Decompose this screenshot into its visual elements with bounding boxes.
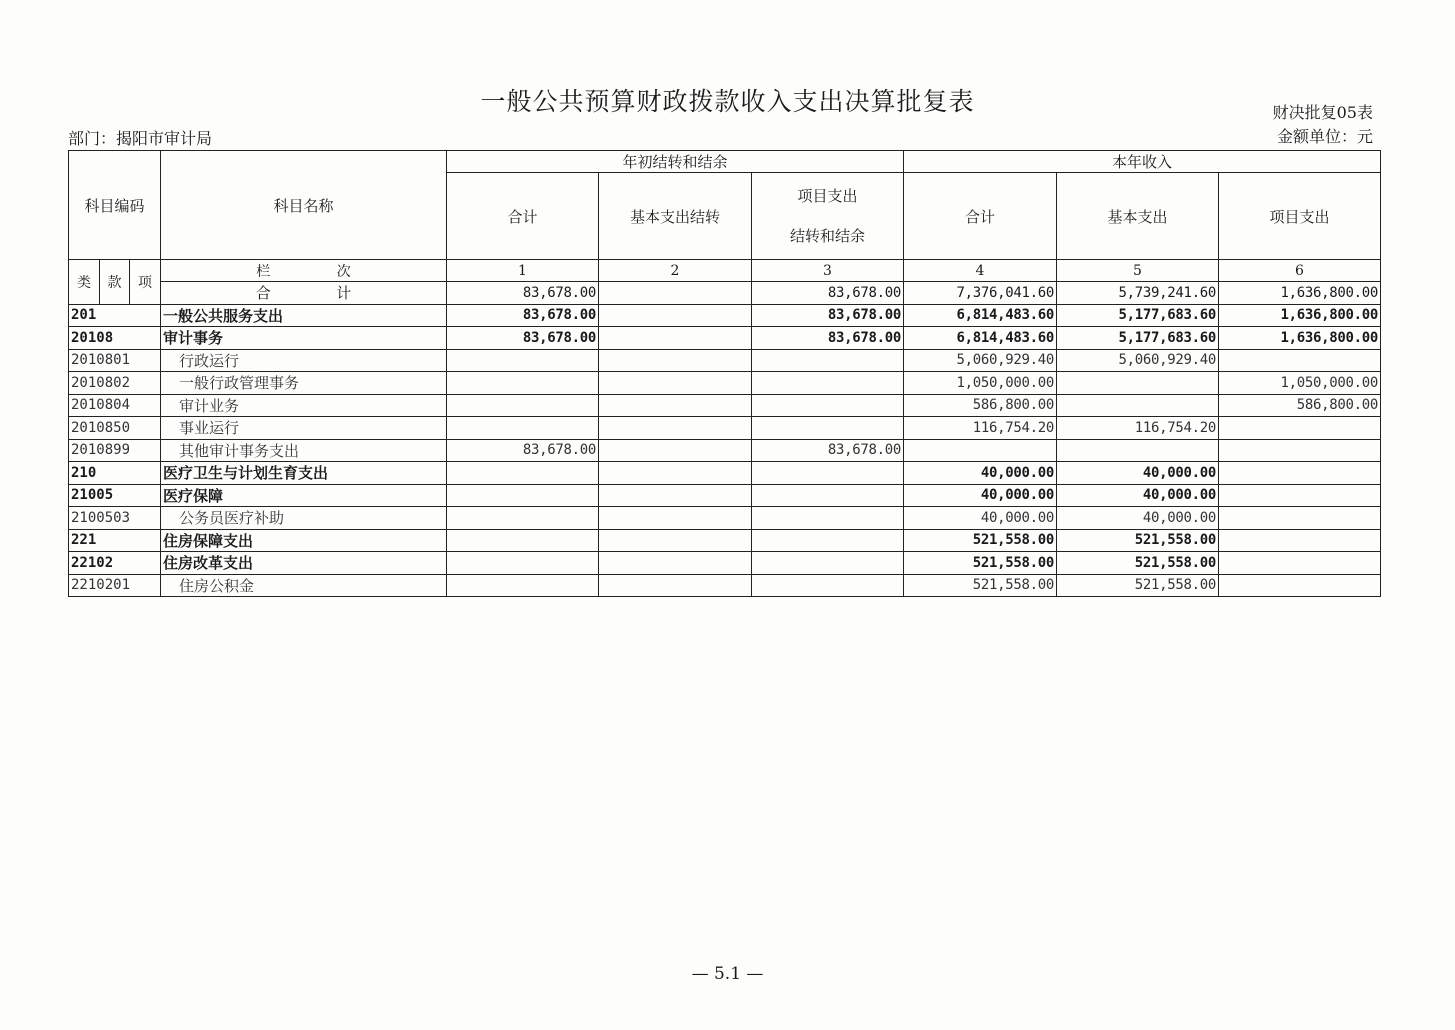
row-code: 2010850 [69,417,161,440]
row-value [752,372,904,395]
row-value [1219,507,1381,530]
row-code: 2010804 [69,394,161,417]
heji-b: 计 [336,284,352,303]
row-code: 201 [69,304,161,327]
row-value [752,417,904,440]
row-value [447,574,599,597]
row-value: 83,678.00 [447,327,599,350]
row-value: 40,000.00 [904,484,1057,507]
row-value [599,529,752,552]
col-number: 2 [599,260,752,282]
total-cell: 1,636,800.00 [1219,282,1381,305]
row-value [1057,439,1219,462]
table-row [69,394,1381,417]
header-project: 项目支出 [1219,173,1381,260]
row-code: 210 [69,462,161,485]
row-value [1219,417,1381,440]
row-value [447,349,599,372]
row-code: 21005 [69,484,161,507]
row-value [752,552,904,575]
row-value [752,507,904,530]
row-value [599,552,752,575]
row-value [1219,484,1381,507]
row-value [1219,529,1381,552]
row-name: 审计业务 [161,394,447,417]
row-value: 5,060,929.40 [904,349,1057,372]
header-project-carry-line2: 结转和结余 [789,227,865,245]
row-value [447,507,599,530]
row-value: 1,636,800.00 [1219,304,1381,327]
row-value [447,417,599,440]
row-name: 审计事务 [161,327,447,350]
col-number: 6 [1219,260,1381,282]
header-lei: 类 [69,260,100,305]
row-value: 1,050,000.00 [1219,372,1381,395]
row-value: 40,000.00 [904,507,1057,530]
row-value [599,484,752,507]
row-value [599,349,752,372]
row-value [599,507,752,530]
row-name: 医疗保障 [161,484,447,507]
row-value: 83,678.00 [447,439,599,462]
row-code: 221 [69,529,161,552]
row-value [752,529,904,552]
table-row [69,417,1381,440]
row-name: 一般公共服务支出 [161,304,447,327]
table-row [69,439,1381,462]
row-value: 40,000.00 [1057,484,1219,507]
header-total-1: 合计 [447,173,599,260]
row-value: 521,558.00 [904,529,1057,552]
row-name: 医疗卫生与计划生育支出 [161,462,447,485]
row-value: 586,800.00 [1219,394,1381,417]
row-value: 521,558.00 [1057,574,1219,597]
row-code: 22102 [69,552,161,575]
row-value [1219,552,1381,575]
row-value: 83,678.00 [752,327,904,350]
table-row [69,574,1381,597]
row-code: 20108 [69,327,161,350]
table-row [69,484,1381,507]
header-name: 科目名称 [161,151,447,260]
row-value: 1,636,800.00 [1219,327,1381,350]
header-xiang: 项 [130,260,161,305]
row-value: 83,678.00 [752,439,904,462]
row-name: 其他审计事务支出 [161,439,447,462]
col-number: 3 [752,260,904,282]
table-row [69,552,1381,575]
total-cell: 7,376,041.60 [904,282,1057,305]
page-number: — 5.1 — [691,964,764,984]
table-row [69,372,1381,395]
row-code: 2010899 [69,439,161,462]
budget-table [68,150,1381,597]
header-group-income: 本年收入 [904,151,1381,173]
row-code: 2210201 [69,574,161,597]
row-value: 5,060,929.40 [1057,349,1219,372]
row-value [599,439,752,462]
row-value: 521,558.00 [904,574,1057,597]
lanci-b: 次 [336,263,351,280]
row-value: 6,814,483.60 [904,304,1057,327]
row-value: 521,558.00 [1057,552,1219,575]
row-name: 住房公积金 [161,574,447,597]
table-row [69,349,1381,372]
row-value [599,417,752,440]
row-value [447,462,599,485]
row-value [599,372,752,395]
row-value [752,574,904,597]
table-row [69,507,1381,530]
page-title: 一般公共预算财政拨款收入支出决算批复表 [480,87,975,116]
row-value [599,304,752,327]
col-number: 1 [447,260,599,282]
col-number: 4 [904,260,1057,282]
row-value: 5,177,683.60 [1057,304,1219,327]
row-value [599,462,752,485]
row-value [1219,574,1381,597]
row-value: 83,678.00 [447,304,599,327]
row-value: 40,000.00 [1057,462,1219,485]
row-value [1057,394,1219,417]
row-value: 521,558.00 [904,552,1057,575]
row-value: 40,000.00 [904,462,1057,485]
row-value [447,484,599,507]
header-project-carry [752,173,904,260]
table-row [69,529,1381,552]
row-value [1219,439,1381,462]
total-cell [599,282,752,305]
row-value [599,574,752,597]
row-value: 83,678.00 [752,304,904,327]
department-label: 部门：揭阳市审计局 [68,129,213,148]
amount-unit: 金额单位：元 [1276,127,1373,146]
row-value: 5,177,683.60 [1057,327,1219,350]
row-value [447,552,599,575]
row-value [1219,462,1381,485]
col-number: 5 [1057,260,1219,282]
table-row [69,462,1381,485]
row-value: 40,000.00 [1057,507,1219,530]
row-value [447,372,599,395]
row-value [1057,372,1219,395]
row-value [752,349,904,372]
row-value: 1,050,000.00 [904,372,1057,395]
row-value [599,394,752,417]
header-project-carry-line1: 项目支出 [797,187,858,205]
heji-a: 合 [255,284,271,303]
header-lanci [161,260,447,282]
row-value [447,394,599,417]
row-name: 行政运行 [161,349,447,372]
lanci-a: 栏 [256,263,271,280]
row-value: 521,558.00 [1057,529,1219,552]
row-value: 6,814,483.60 [904,327,1057,350]
row-value [904,439,1057,462]
header-kuan: 款 [100,260,130,305]
row-name: 一般行政管理事务 [161,372,447,395]
row-code: 2100503 [69,507,161,530]
row-value [447,529,599,552]
row-value [752,394,904,417]
row-name: 住房改革支出 [161,552,447,575]
total-cell: 83,678.00 [752,282,904,305]
row-value: 116,754.20 [1057,417,1219,440]
row-value [752,484,904,507]
total-cell: 5,739,241.60 [1057,282,1219,305]
table-row [69,304,1381,327]
row-value [752,462,904,485]
total-label [161,282,447,305]
row-value [599,327,752,350]
row-name: 公务员医疗补助 [161,507,447,530]
total-cell: 83,678.00 [447,282,599,305]
row-value: 586,800.00 [904,394,1057,417]
header-basic-carry: 基本支出结转 [599,173,752,260]
row-code: 2010801 [69,349,161,372]
row-value [1219,349,1381,372]
row-name: 住房保障支出 [161,529,447,552]
header-basic: 基本支出 [1057,173,1219,260]
header-group-carryover: 年初结转和结余 [447,151,904,173]
form-number: 财决批复05表 [1272,103,1373,122]
row-code: 2010802 [69,372,161,395]
header-total-2: 合计 [904,173,1057,260]
header-code: 科目编码 [69,151,161,260]
row-value: 116,754.20 [904,417,1057,440]
table-row [69,327,1381,350]
row-name: 事业运行 [161,417,447,440]
